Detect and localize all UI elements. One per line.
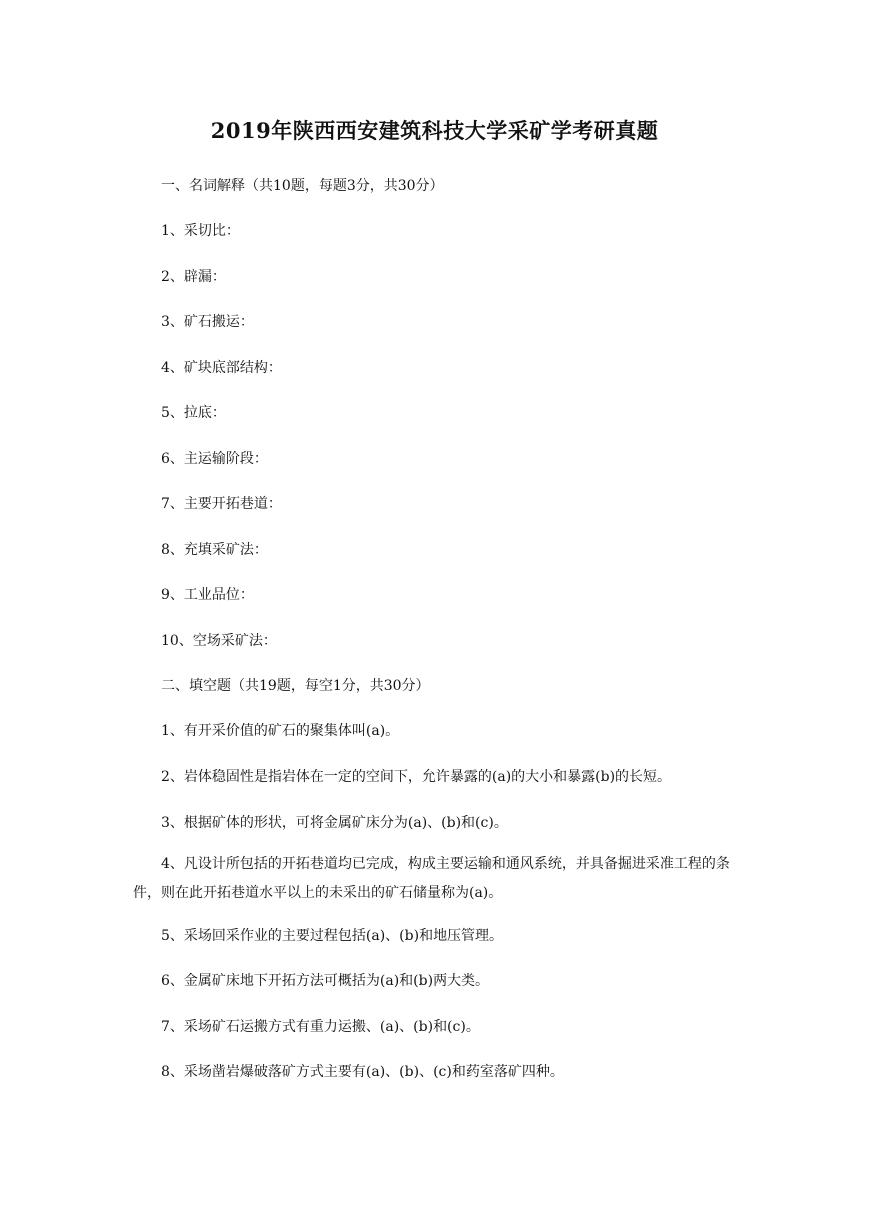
section-heading-fill-blank: 二、填空题（共19题，每空1分，共30分） [161, 678, 430, 694]
fill-blank-item: 5、采场回采作业的主要过程包括(a)、(b)和地压管理。 [161, 928, 504, 944]
definition-item: 4、矿块底部结构： [161, 360, 282, 376]
fill-blank-item: 8、采场凿岩爆破落矿方式主要有(a)、(b)、(c)和药室落矿四种。 [161, 1064, 564, 1080]
definition-item: 6、主运输阶段： [161, 451, 268, 467]
fill-blank-item: 6、金属矿床地下开拓方法可概括为(a)和(b)两大类。 [161, 973, 490, 989]
section-heading-definitions: 一、名词解释（共10题，每题3分，共30分） [161, 178, 444, 194]
fill-blank-item: 7、采场矿石运搬方式有重力运搬、(a)、(b)和(c)。 [161, 1019, 480, 1035]
fill-blank-item: 4、凡设计所包括的开拓巷道均已完成，构成主要运输和通风系统，并具备掘进采准工程的条件，则在此开拓巷道水平以上的未采出的矿石储量称为(a)。 [133, 856, 730, 901]
definition-item: 2、辟漏： [161, 269, 226, 285]
definition-item: 1、采切比： [161, 223, 240, 239]
fill-blank-item: 2、岩体稳固性是指岩体在一定的空间下，允许暴露的(a)的大小和暴露(b)的长短。 [161, 769, 672, 785]
definition-item: 5、拉底： [161, 405, 226, 421]
document-title: 2019年陕西西安建筑科技大学采矿学考研真题 [210, 118, 659, 143]
definition-item: 10、空场采矿法： [161, 633, 277, 649]
definition-item: 9、工业品位： [161, 587, 254, 603]
fill-blank-item: 1、有开采价值的矿石的聚集体叫(a)。 [161, 723, 400, 739]
fill-blank-item: 3、根据矿体的形状，可将金属矿床分为(a)、(b)和(c)。 [161, 815, 508, 831]
definition-item: 3、矿石搬运： [161, 314, 254, 330]
definition-item: 8、充填采矿法： [161, 542, 268, 558]
definition-item: 7、主要开拓巷道： [161, 496, 282, 512]
